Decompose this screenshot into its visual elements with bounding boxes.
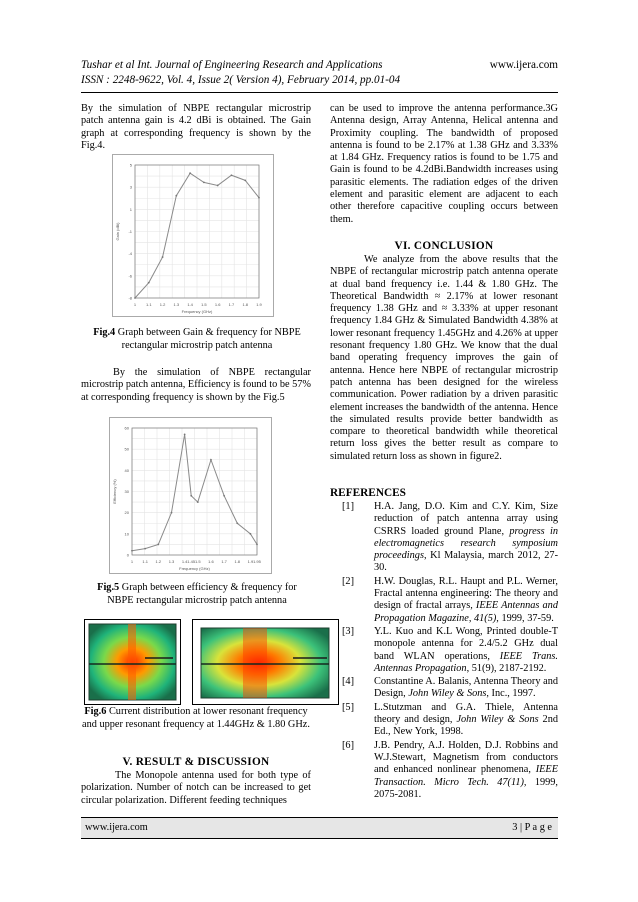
ref-text bbox=[374, 501, 558, 575]
y-tick-label: 30 bbox=[124, 489, 129, 494]
data-point bbox=[184, 433, 186, 435]
data-point bbox=[131, 550, 133, 552]
x-tick-label: 1.6 bbox=[214, 302, 221, 307]
x-tick-label: 1 bbox=[133, 302, 137, 307]
ref-text bbox=[374, 626, 558, 675]
fig6-text: Current distribution at lower resonant frequency and upper resonant frequency at 1.44GHz & 1.80 GHz. bbox=[82, 706, 310, 730]
y-tick-label: 20 bbox=[124, 510, 129, 516]
ref-venue: progress in electromagnetics research symposium proceedings bbox=[374, 525, 558, 562]
ref-number: [4] bbox=[342, 676, 355, 688]
x-tick-label: 1.2 bbox=[159, 302, 166, 307]
x-tick-label: 1.45 bbox=[187, 559, 196, 564]
data-point bbox=[210, 459, 212, 461]
data-point bbox=[175, 195, 177, 197]
data-point bbox=[203, 181, 205, 183]
y-axis-label: Efficiency (%) bbox=[112, 479, 117, 504]
x-tick-label: 1.8 bbox=[242, 302, 249, 307]
data-point bbox=[223, 495, 225, 497]
data-point bbox=[148, 282, 150, 284]
reference-item bbox=[342, 702, 558, 739]
fig5-label: Fig.5 bbox=[97, 582, 120, 593]
ref-authors: H.A. Jang, D.O. Kim and C.Y. Kim, Size reduction of patch antenna array using CSRRS loaded ground Plane, bbox=[374, 501, 558, 537]
fig6-caption bbox=[81, 706, 311, 731]
ref-authors: J.B. Pendry, A.J. Holden, D.J. Robbins and W.J.Stewart, Magnetism from conductors and enhanced nonlinear phenomena, bbox=[374, 739, 558, 776]
y-axis-label: Gain (dBi) bbox=[115, 222, 120, 241]
header-site[interactable]: www.ijera.com bbox=[489, 59, 558, 71]
data-point bbox=[197, 501, 199, 503]
x-tick-label: 1.5 bbox=[195, 559, 201, 564]
y-tick-label: 5 bbox=[129, 162, 132, 168]
left-para-3: The Monopole antenna used for both type of polarization. Number of notch can be increased to get circular polarization. Different feeding techniques bbox=[81, 770, 311, 806]
gain-chart bbox=[112, 154, 274, 317]
x-tick-label: 1.8 bbox=[234, 559, 241, 564]
data-point bbox=[258, 197, 260, 199]
ref-text bbox=[374, 576, 558, 625]
left-para-1: By the simulation of NBPE rectangular microstrip patch antenna gain is 4.2 dBi is obtained. The Gain graph at corresponding frequency is shown by the Fig.4. bbox=[81, 103, 311, 151]
data-point bbox=[162, 256, 164, 258]
ref-number: [1] bbox=[342, 501, 355, 512]
y-tick-label: 50 bbox=[124, 446, 129, 452]
y-tick-label: 40 bbox=[124, 467, 129, 473]
ref-number: [3] bbox=[342, 625, 355, 637]
fig6-label: Fig.6 bbox=[84, 706, 107, 717]
y-tick-label: 1 bbox=[129, 206, 132, 212]
reference-item bbox=[342, 626, 558, 675]
ref-details: 1999, 2075-2081. bbox=[374, 776, 558, 800]
x-axis-label: Frequency (GHz) bbox=[179, 566, 210, 571]
data-point bbox=[144, 548, 146, 550]
x-tick-label: 1.95 bbox=[253, 559, 261, 564]
x-tick-label: 1.1 bbox=[145, 302, 152, 307]
fig4-caption bbox=[83, 327, 311, 352]
fig4-label: Fig.4 bbox=[93, 327, 116, 338]
x-tick-label: 1.4 bbox=[181, 559, 188, 564]
x-tick-label: 1.3 bbox=[173, 302, 180, 307]
footer-site[interactable]: www.ijera.com bbox=[85, 822, 148, 833]
reference-item bbox=[342, 676, 558, 701]
ref-venue: IEEE Trans. Antennas Propagation bbox=[374, 650, 558, 674]
data-point bbox=[236, 522, 238, 524]
page-number: 3 | P a g e bbox=[512, 822, 552, 833]
x-tick-label: 1.2 bbox=[155, 559, 162, 564]
data-point bbox=[171, 512, 173, 514]
ref-details: 1999, 37-59. bbox=[498, 612, 554, 624]
y-tick-label: 60 bbox=[124, 425, 129, 431]
x-tick-label: 1.7 bbox=[228, 302, 235, 307]
data-point bbox=[134, 297, 136, 299]
reference-item bbox=[342, 501, 558, 575]
ref-authors: L.Stutzman and G.A. Thiele, Antenna theory and design, bbox=[374, 701, 558, 726]
ref-details: , Kl Malaysia, march 2012, 27-30. bbox=[374, 550, 558, 574]
ref-text bbox=[374, 676, 558, 701]
data-point bbox=[250, 533, 252, 535]
ref-text bbox=[374, 702, 558, 739]
journal-title: Tushar et al Int. Journal of Engineering Research and Applications bbox=[81, 59, 383, 71]
data-point bbox=[244, 179, 246, 181]
ref-details: 2nd Ed., New York, 1998. bbox=[374, 714, 558, 738]
ref-number: [6] bbox=[342, 739, 355, 751]
y-tick-label: -6 bbox=[128, 273, 132, 279]
fig5-caption bbox=[83, 582, 311, 607]
references-title: REFERENCES bbox=[330, 487, 406, 499]
current-distribution-lower bbox=[84, 619, 181, 705]
x-tick-label: 1.9 bbox=[256, 302, 262, 307]
x-tick-label: 1.3 bbox=[168, 559, 175, 564]
ref-number: [5] bbox=[342, 701, 355, 713]
fig4-text: Graph between Gain & frequency for NBPE rectangular microstrip patch antenna bbox=[117, 327, 301, 351]
data-point bbox=[157, 544, 159, 546]
ref-authors: H.W. Douglas, R.L. Haupt and P.L. Werner, Fractal antenna engineering: The theory and design of fractal arrays bbox=[374, 575, 558, 612]
data-point bbox=[231, 174, 233, 176]
ref-details: , Inc., 1997. bbox=[486, 688, 536, 700]
ref-authors: Y.L. Kuo and K.L Wong, Printed double-T monopole antenna for 2.4/5.2 GHz dual band WLAN operations, bbox=[374, 625, 558, 662]
ref-venue: John Wiley & Sons bbox=[456, 714, 539, 726]
section-6-title: VI. CONCLUSION bbox=[394, 240, 494, 252]
x-tick-label: 1.4 bbox=[187, 302, 193, 307]
right-para-1: can be used to improve the antenna performance.3G Antenna design, Array Antenna, Helical antenna and Proximity coupling. The bandwidth of proposed antenna is found to be 2.17% at 1.38 GHz and 3.33% at 1.84 GHz. Frequency ratios is found to be 1.75 and Gain is found to be 4.2dBi.Bandwidth increases using parasitic elements. The radiation edges of the driven element and parasitic element are adjacent to each other therefore capacitive coupling occurs between them. bbox=[330, 103, 558, 225]
ref-authors: Constantine A. Balanis, Antenna Theory and Design, bbox=[374, 676, 558, 700]
y-tick-label: 0 bbox=[126, 552, 129, 558]
section-5-title: V. RESULT & DISCUSSION bbox=[122, 756, 270, 768]
x-tick-label: 1.7 bbox=[221, 559, 227, 564]
right-para-2: We analyze from the above results that the NBPE of rectangular microstrip patch antenna operate at dual band frequency i.e. 1.44 & 1.80 GHz. The Theoretical Bandwidth ≈ 2.17% at lower resonant frequency 1.38 GHz and ≈ 3.33% at upper resonant frequency 1.84 GHz & Simulated Bandwidth 4.38% at lower resonant frequency 1.45GHz and 4.26% at upper resonant frequency 1.80 GHz. We know that the dual band operating frequency improves the gain of antenna. Hence here NBPE of rectangular microstrip patch antenna has been designed for the wireless communication. Power radiation by a driven parasitic element increases the bandwidth of the antenna. Hence the simulated results provide better bandwidth as compare to theoretical bandwidth while theoretical return loss gives the better result as compare to simulated return loss as shown in figure2. bbox=[330, 254, 558, 462]
ref-details: , 51(9), 2187-2192. bbox=[466, 662, 547, 674]
ref-number: [2] bbox=[342, 575, 355, 587]
x-axis-label: Frequency (GHz) bbox=[181, 309, 213, 314]
issn-line: ISSN : 2248-9622, Vol. 4, Issue 2( Version 4), February 2014, pp.01-04 bbox=[81, 74, 401, 86]
page-header bbox=[81, 58, 558, 88]
fig5-text: Graph between efficiency & frequency for NBPE rectangular microstrip patch antenna bbox=[107, 582, 297, 606]
ref-venue: IEEE Transaction. Micro Tech. 47(11), bbox=[374, 764, 558, 788]
y-tick-label: 10 bbox=[124, 531, 129, 537]
x-tick-label: 1.5 bbox=[201, 302, 207, 307]
ref-venue: , IEEE Antennas and Propagation Magazine, 41(5), bbox=[374, 600, 558, 624]
current-distribution-upper bbox=[192, 619, 339, 705]
reference-item bbox=[342, 576, 558, 625]
data-point bbox=[256, 544, 258, 546]
y-tick-label: -4 bbox=[128, 251, 132, 257]
x-tick-label: 1.1 bbox=[142, 559, 148, 564]
x-tick-label: 1.9 bbox=[247, 559, 254, 564]
left-para-2: By the simulation of NBPE rectangular microstrip patch antenna, Efficiency is found to be 57% at corresponding frequency is shown by the Fig.5 bbox=[81, 367, 311, 403]
page-footer bbox=[81, 817, 558, 839]
efficiency-chart bbox=[109, 417, 272, 574]
reference-item bbox=[342, 740, 558, 801]
y-tick-label: -1 bbox=[128, 229, 132, 234]
x-tick-label: 1.6 bbox=[208, 559, 214, 564]
header-divider bbox=[81, 92, 558, 93]
data-point bbox=[217, 185, 219, 187]
x-tick-label: 1 bbox=[130, 559, 134, 564]
y-tick-label: 3 bbox=[129, 184, 132, 190]
data-point bbox=[189, 172, 191, 174]
data-point bbox=[190, 495, 192, 497]
y-tick-label: -8 bbox=[128, 295, 132, 301]
ref-venue: John Wiley & Sons bbox=[408, 688, 487, 700]
references-list bbox=[342, 501, 558, 802]
ref-text bbox=[374, 740, 558, 801]
